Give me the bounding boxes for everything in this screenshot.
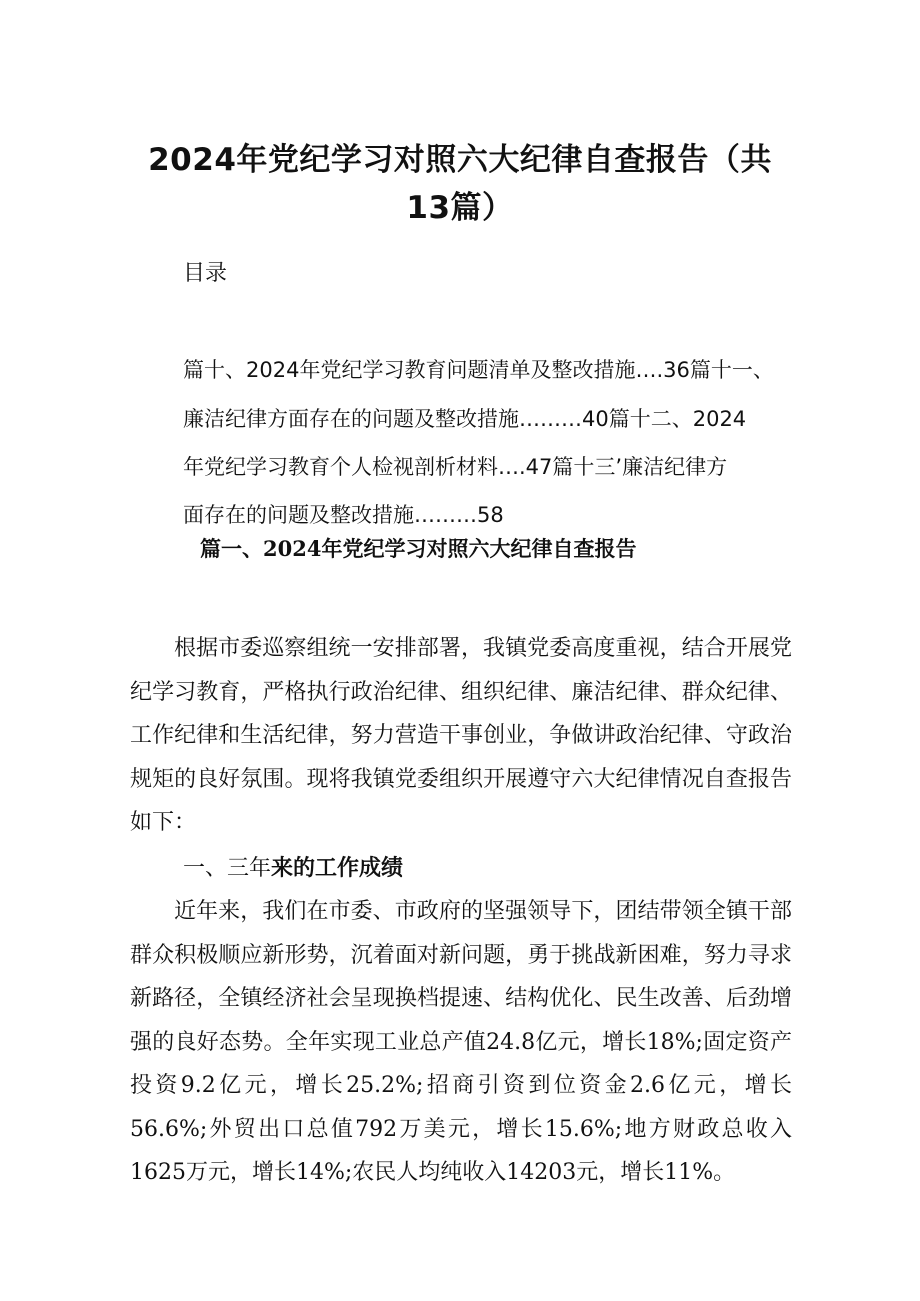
toc-line: 廉洁纪律方面存在的问题及整改措施………40篇十二、2024 (183, 407, 747, 431)
sub-heading-prefix: 一、三年 (183, 856, 272, 881)
section-heading: 篇一、2024年党纪学习对照六大纪律自查报告 (200, 536, 637, 561)
toc-heading: 目录 (183, 261, 228, 286)
toc-line: 面存在的问题及整改措施………58 (183, 503, 504, 527)
sub-heading-bold: 来的工作成绩 (271, 855, 404, 881)
document-title-line-1: 2024年党纪学习对照六大纪律自查报告（共 (148, 142, 772, 178)
toc-line: 年党纪学习教育个人检视剖析材料….47篇十三’廉洁纪律方 (183, 455, 728, 479)
body-paragraph-achievements: 近年来，我们在市委、市政府的坚强领导下，团结带领全镇干部群众积极顺应新形势，沉着面对新问题，勇于挑战新困难，努力寻求新路径，全镇经济社会呈现换档提速、结构优化、民生改善、后劲增强的良好态势。全年实现工业总产值24.8亿元，增长18%;固定资产投资9.2亿元，增长25.2%;招商引资到位资金2.6亿元，增长56.6%;外贸出口总值792万美元，增长15.6%;地方财政总收入1625万元，增长14%;农民人均纯收入14203元，增长11%。 (130, 899, 792, 1185)
document-title-line-2: 13篇） (406, 190, 514, 226)
toc-line: 篇十、2024年党纪学习教育问题清单及整改措施….36篇十一、 (183, 358, 774, 382)
body-paragraph-intro: 根据市委巡察组统一安排部署，我镇党委高度重视，结合开展党纪学习教育，严格执行政治纪律、组织纪律、廉洁纪律、群众纪律、工作纪律和生活纪律，努力营造干事创业，争做讲政治纪律、守政治规矩的良好氛围。现将我镇党委组织开展遵守六大纪律情况自查报告如下： (130, 636, 792, 835)
sub-heading (183, 847, 403, 890)
